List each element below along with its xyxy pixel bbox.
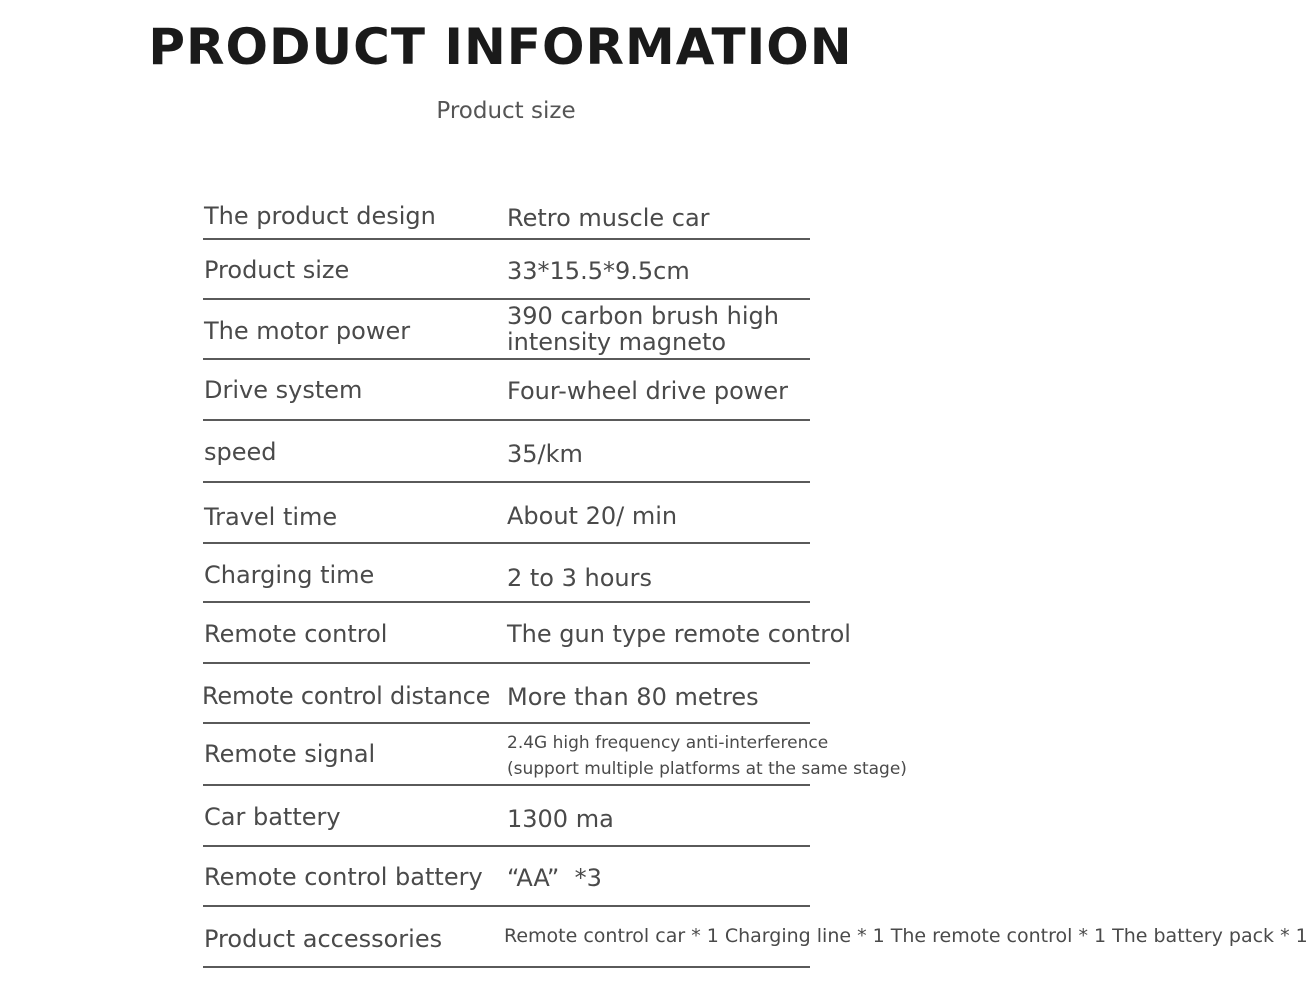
spec-value-remote-battery: “AA” *3 xyxy=(507,864,602,892)
spec-value-car-battery: 1300 ma xyxy=(507,805,614,833)
row-divider xyxy=(203,722,810,724)
row-divider xyxy=(203,662,810,664)
row-divider xyxy=(203,784,810,786)
row-divider xyxy=(203,238,810,240)
spec-label-design: The product design xyxy=(204,202,436,230)
spec-value-remote-control: The gun type remote control xyxy=(507,620,851,648)
row-divider xyxy=(203,298,810,300)
spec-value-motor-line-2: intensity magneto xyxy=(507,328,727,356)
page-title: PRODUCT INFORMATION xyxy=(148,18,853,76)
page-subtitle: Product size xyxy=(436,98,576,124)
spec-value-remote-signal-line-1: 2.4G high frequency anti-interference xyxy=(507,733,829,753)
spec-value-remote-distance: More than 80 metres xyxy=(507,683,759,711)
spec-value-size: 33*15.5*9.5cm xyxy=(507,257,690,285)
spec-value-accessories-line-1: Remote control car * 1 Charging line * 1 xyxy=(504,925,885,947)
spec-value-charging-time: 2 to 3 hours xyxy=(507,564,652,592)
spec-label-car-battery: Car battery xyxy=(204,803,341,831)
spec-label-remote-distance: Remote control distance xyxy=(202,682,491,710)
spec-value-remote-signal xyxy=(507,730,907,782)
spec-value-motor-line-1: 390 carbon brush high xyxy=(507,302,779,330)
spec-label-charging-time: Charging time xyxy=(204,561,375,589)
row-divider xyxy=(203,542,810,544)
row-divider xyxy=(203,358,810,360)
spec-value-drive: Four-wheel drive power xyxy=(507,377,789,405)
spec-value-speed: 35/km xyxy=(507,440,583,468)
spec-label-remote-signal: Remote signal xyxy=(204,740,376,768)
spec-label-speed: speed xyxy=(204,438,277,466)
row-divider xyxy=(203,845,810,847)
spec-label-drive: Drive system xyxy=(204,376,363,404)
spec-value-travel-time: About 20/ min xyxy=(507,502,678,530)
row-divider xyxy=(203,601,810,603)
spec-value-accessories xyxy=(504,920,1308,952)
spec-value-motor xyxy=(507,303,779,355)
row-divider xyxy=(203,481,810,483)
spec-value-accessories-line-2: The remote control * 1 The battery pack * 1 xyxy=(890,925,1308,947)
spec-value-remote-signal-line-2: (support multiple platforms at the same stage) xyxy=(507,759,907,779)
spec-label-accessories: Product accessories xyxy=(204,925,443,953)
row-divider xyxy=(203,966,810,968)
spec-label-motor: The motor power xyxy=(204,317,411,345)
spec-label-travel-time: Travel time xyxy=(204,503,338,531)
spec-label-remote-battery: Remote control battery xyxy=(204,863,483,891)
spec-label-remote-control: Remote control xyxy=(204,620,388,648)
spec-value-design: Retro muscle car xyxy=(507,204,710,232)
spec-label-size: Product size xyxy=(204,256,350,284)
row-divider xyxy=(203,419,810,421)
row-divider xyxy=(203,905,810,907)
